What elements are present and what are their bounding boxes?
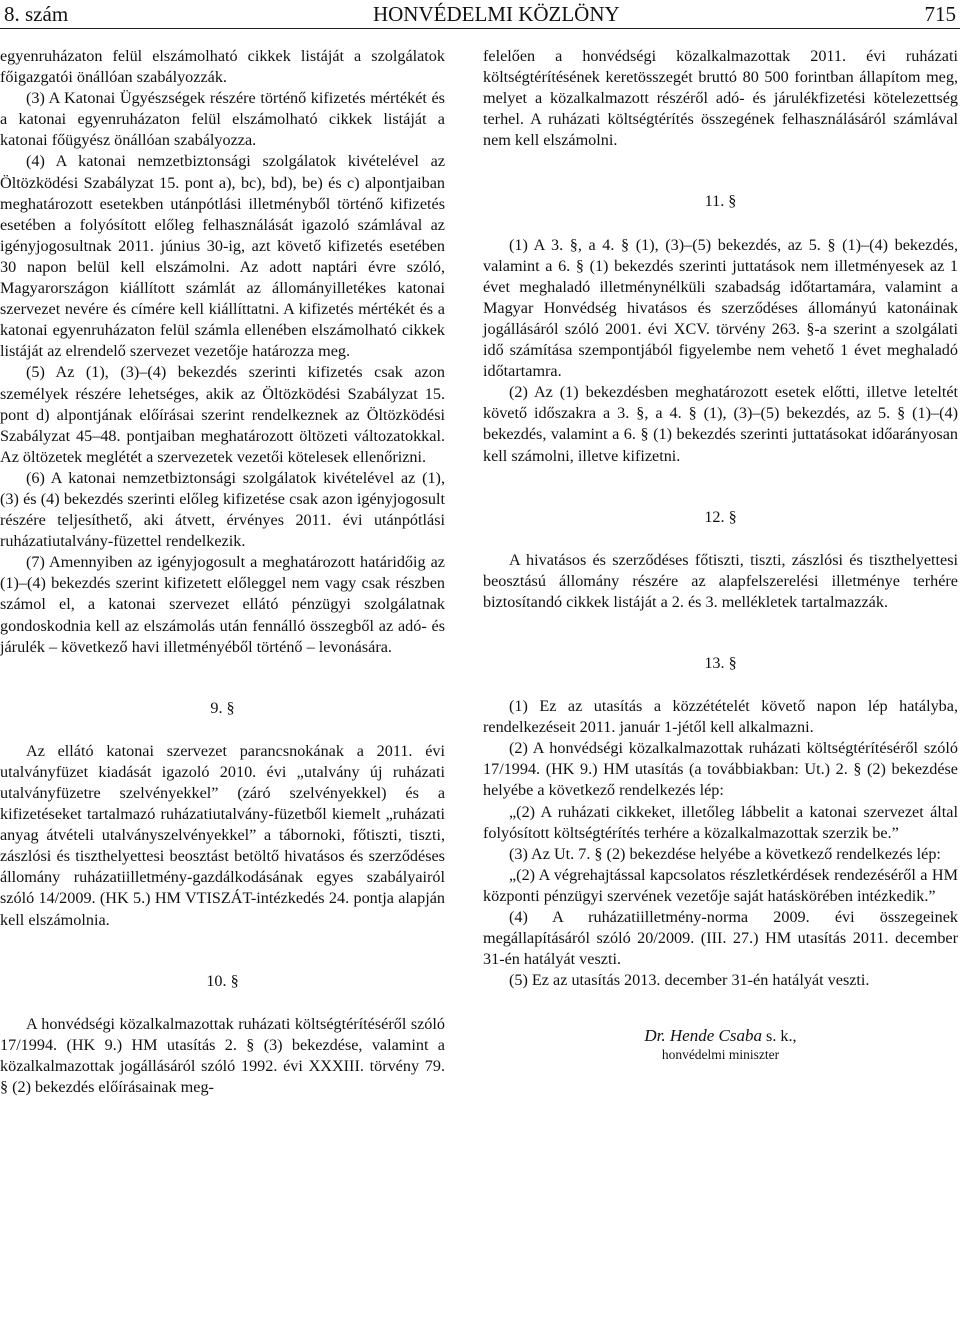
- section-heading-9: 9. §: [210, 698, 235, 717]
- header-rule: [0, 28, 960, 29]
- paragraph: Az ellátó katonai szervezet parancsnokának a 2011. évi utalványfüzet kiadását igazoló 2010. évi „utalvány új ruházati utalványfüzetre szelvényekkel” (záró szelvényekkel) és a kifizetéseket tartalmazó ruházatiutalvány-füzetből kiemelt „ruházati anyag átvételi utalványszelvényekkel” a tábornoki, főtiszti, tiszti, zászlósi és tiszthelyettesi beosztást betöltő hivatásos és szerződéses állomány ruházatiilletmény-gazdálkodásának egyes szabályairól szóló 14/2009. (HK 5.) HM VTISZÁT-intézkedés 24. pontja alapján kell elszámolnia.: [0, 741, 445, 929]
- paragraph: felelően a honvédségi közalkalmazottak 2011. évi ruházati költségtérítésének keretösszegét bruttó 80 500 forintban állapítom meg, melyet a közalkalmazott részéről adó- és járulékfizetési kötelezettség terhel. A ruházati költségtérítés összegének felhasználásáról számlával nem kell elszámolni.: [483, 47, 958, 150]
- left-column: [0, 46, 445, 1098]
- paragraph: „(2) A végrehajtással kapcsolatos részletkérdések rendezéséről a HM központi pénzügyi szervének vezetője saját hatáskörében intézkedik.”: [483, 865, 958, 905]
- paragraph: „(2) A ruházati cikkeket, illetőleg lábbelit a katonai szervezet által folyósított költségtérítés terhére a közalkalmazottak szerzik be.”: [483, 802, 958, 842]
- paragraph: (7) Amennyiben az igényjogosult a meghatározott határidőig az (1)–(4) bekezdés szerint kifizetett előleggel nem vagy csak részben számol el, a katonai szervezet ellátó pénzügyi szolgálatnak gondoskodnia kell az elszámolás után fennálló összegből az adó- és járulék – következő havi illetményéből történő – levonására.: [0, 553, 445, 656]
- issue-number: 8. szám: [4, 2, 69, 26]
- paragraph: (3) A Katonai Ügyészségek részére történő kifizetés mértékét és a katonai egyenruházaton felül elszámolható cikkek listáját a katonai főügyész önállóan szabályozza.: [0, 89, 445, 150]
- paragraph: (3) Az Ut. 7. § (2) bekezdése helyébe a következő rendelkezés lép:: [509, 844, 941, 863]
- section-heading-13: 13. §: [704, 653, 737, 672]
- paragraph: (1) Ez az utasítás a közzétételét követő napon lép hatályba, rendelkezéseit 2011. január 1-jétől kell alkalmazni.: [483, 697, 958, 737]
- signature-block: [483, 1025, 958, 1063]
- right-column: [483, 46, 958, 1063]
- signatory-name: Dr. Hende Csaba: [644, 1026, 762, 1046]
- paragraph: (4) A katonai nemzetbiztonsági szolgálatok kivételével az Öltözködési Szabályzat 15. pont a), bc), bd), be) és c) alpontjaiban meghatározott esetekben utánpótlási illetményből történő kifizetés esetében a folyósított előleg felhasználását igazoló számlával az igényjogosultnak 2011. június 30-ig, azt követő kifizetés esetében 30 napon belül kell elszámolni. Az adott naptári évre szóló, Magyarországon kiállított számlát az állományilletékes katonai szervezet nevére és címére kell kiállíttatni. A kifizetés mértékét és a katonai egyenruházaton felül számla ellenében elszámolható cikkek listáját az elrendelő szervezet vezetője határozza meg.: [0, 152, 445, 361]
- signatory-suffix: s. k.,: [761, 1027, 797, 1046]
- paragraph: (1) A 3. §, a 4. § (1), (3)–(5) bekezdés, az 5. § (1)–(4) bekezdés, valamint a 6. § (1) bekezdés szerinti juttatások nem illetményesek az 1 évet meghaladó illetménynélküli szabadság időtartamára, valamint a Magyar Honvédség hivatásos és szerződéses állományú katonáinak jogállásáról szóló 2001. évi XCV. törvény 263. §-a szerint a szolgálati idő számítása szempontjából figyelembe nem vehető 1 évet meghaladó időtartamra.: [483, 235, 958, 381]
- paragraph: (2) A honvédségi közalkalmazottak ruházati költségtérítéséről szóló 17/1994. (HK 9.) HM utasítás (a továbbiakban: Ut.) 2. § (2) bekezdése helyébe a következő rendelkezés lép:: [483, 739, 958, 800]
- signatory-title: honvédelmi miniszter: [661, 1047, 780, 1063]
- paragraph: (2) Az (1) bekezdésben meghatározott esetek előtti, illetve leteltét követő időszakra a 3. §, a 4. § (1), (3)–(5) bekezdés, az 5. § (1)–(4) bekezdés, valamint a 6. § (1) bekezdés szerinti juttatásokat időarányosan kell számolni, illetve kifizetni.: [483, 383, 958, 465]
- paragraph: (5) Ez az utasítás 2013. december 31-én hatályát veszti.: [509, 971, 870, 990]
- paragraph: A honvédségi közalkalmazottak ruházati költségtérítéséről szóló 17/1994. (HK 9.) HM utasítás 2. § (3) bekezdése, valamint a közalkalmazottak jogállásáról szóló 1992. évi XXXIII. törvény 79. § (2) bekezdés előírásainak meg-: [0, 1014, 445, 1097]
- section-heading-11: 11. §: [704, 192, 737, 211]
- paragraph: A hivatásos és szerződéses főtiszti, tiszti, zászlósi és tiszthelyettesi beosztású állomány részére az alapfelszerelési illetménye terhére biztosítandó cikkek listáját a 2. és 3. mellékletek tartalmazzák.: [483, 550, 958, 611]
- section-heading-12: 12. §: [704, 507, 737, 526]
- paragraph: (5) Az (1), (3)–(4) bekezdés szerinti kifizetés csak azon személyek részére lehetséges, akik az Öltözködési Szabályzat 15. pont d) alpontjának előírásai szerint rendelkeznek az Öltözködési Szabályzat 45–48. pontjaiban meghatározott öltözeti változatokkal. Az öltözetek meglétét a szervezetek vezetői kötelesek ellenőrizni.: [0, 363, 445, 466]
- paragraph: egyenruházaton felül elszámolható cikkek listáját a szolgálatok főigazgatói önállóan szabályozzák.: [0, 47, 445, 87]
- page-number: 715: [924, 2, 956, 26]
- paragraph: (6) A katonai nemzetbiztonsági szolgálatok kivételével az (1), (3) és (4) bekezdés szerinti előleg kifizetése csak azon igényjogosult részére teljesíthető, aki átvett, érvényes 2011. évi utánpótlási ruházatiutalvány-füzettel rendelkezik.: [0, 468, 445, 551]
- journal-title: HONVÉDELMI KÖZLÖNY: [372, 2, 620, 26]
- paragraph: (4) A ruházatiilletmény-norma 2009. évi összegeinek megállapításáról szóló 20/2009. (III. 27.) HM utasítás 2011. december 31-én hatályát veszti.: [483, 908, 958, 969]
- section-heading-10: 10. §: [206, 971, 239, 990]
